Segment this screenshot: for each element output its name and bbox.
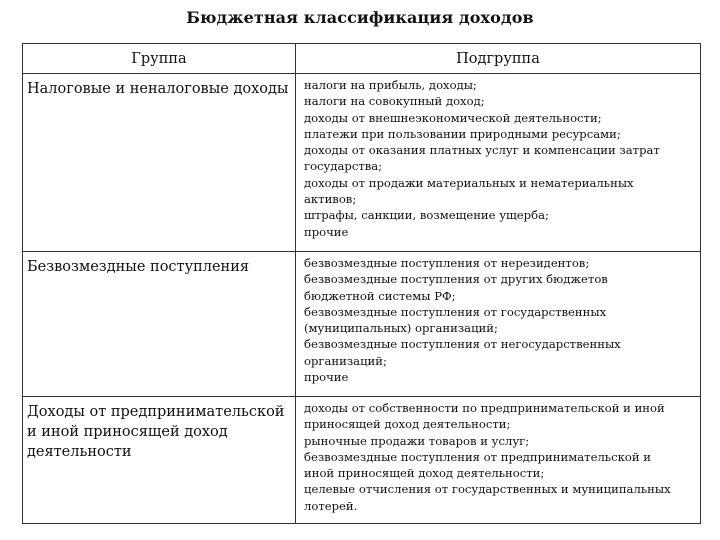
group-cell: Безвозмездные поступления (23, 252, 296, 397)
subgroup-line: бюджетной системы РФ; (304, 288, 456, 303)
subgroup-line: безвозмездные поступления от других бюджетов (304, 272, 608, 287)
subgroup-line: налоги на прибыль, доходы; (304, 78, 477, 92)
subgroup-cell (296, 252, 701, 397)
subgroup-line: платежи при пользовании природными ресурсами; (304, 126, 621, 141)
subgroup-line: безвозмездные поступления от предпринимательской и (304, 449, 651, 464)
subgroup-line: доходы от собственности по предпринимательской и иной (304, 401, 665, 415)
classification-table (22, 43, 701, 524)
table-header-row (23, 44, 701, 74)
subgroup-line: иной приносящей доход деятельности; (304, 466, 545, 481)
subgroup-line: приносящей доход деятельности; (304, 417, 511, 432)
subgroup-line: доходы от внешнеэкономической деятельности; (304, 110, 602, 125)
subgroup-line: целевые отчисления от государственных и муниципальных (304, 482, 671, 497)
subgroup-cell (296, 397, 701, 524)
group-cell: Доходы от предпринимательской и иной приносящей доход деятельности (23, 397, 296, 524)
subgroup-line: организаций; (304, 353, 387, 368)
subgroup-line: прочие (304, 224, 349, 239)
header-group: Группа (23, 44, 296, 74)
subgroup-line: рыночные продажи товаров и услуг; (304, 433, 530, 448)
subgroup-line: доходы от продажи материальных и нематериальных (304, 175, 634, 190)
subgroup-line: штрафы, санкции, возмещение ущерба; (304, 208, 549, 223)
table-row (23, 397, 701, 524)
subgroup-line: государства; (304, 159, 383, 174)
subgroup-line: безвозмездные поступления от государственных (304, 304, 607, 319)
table-row (23, 252, 701, 397)
page-title: Бюджетная классификация доходов (186, 8, 534, 27)
table-row (23, 74, 701, 252)
subgroup-line: налоги на совокупный доход; (304, 94, 485, 109)
subgroup-cell (296, 74, 701, 252)
group-cell: Налоговые и неналоговые доходы (23, 74, 296, 252)
subgroup-line: лотерей. (304, 498, 358, 513)
subgroup-line: (муниципальных) организаций; (304, 321, 498, 336)
subgroup-line: безвозмездные поступления от нерезидентов; (304, 256, 590, 270)
subgroup-line: безвозмездные поступления от негосударственных (304, 337, 621, 352)
header-subgroup: Подгруппа (296, 44, 701, 74)
subgroup-line: прочие (304, 370, 349, 385)
subgroup-line: доходы от оказания платных услуг и компенсации затрат (304, 143, 660, 158)
subgroup-line: активов; (304, 192, 357, 207)
